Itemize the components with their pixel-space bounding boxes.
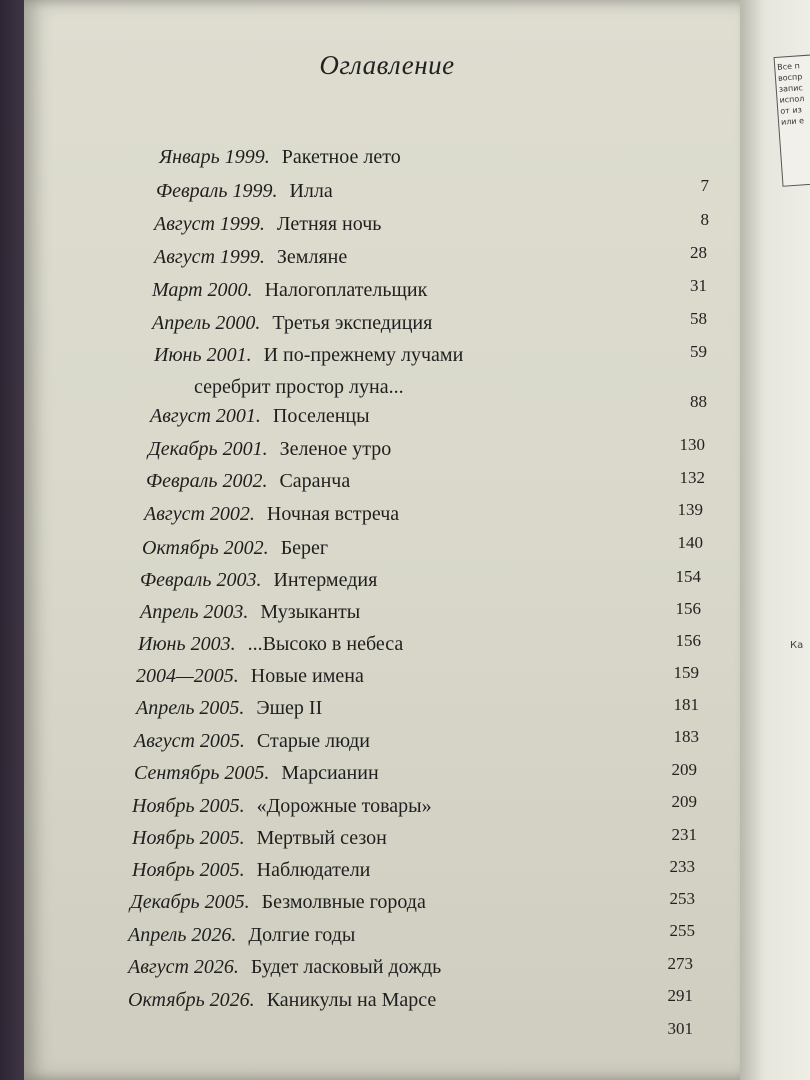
- toc-entry-title: Безмолвные города: [261, 891, 426, 913]
- toc-entry-page-number: 139: [677, 500, 703, 519]
- toc-entry-date: Декабрь 2005.: [130, 891, 250, 913]
- toc-entry-title: Зеленое утро: [279, 438, 392, 460]
- toc-entry-title: Третья экспедиция: [272, 312, 433, 334]
- toc-entry-title: Летняя ночь: [276, 213, 382, 235]
- toc-entry-title: Ракетное лето: [281, 146, 401, 168]
- toc-entry-page-number: 255: [669, 921, 695, 940]
- toc-entry-date: Июнь 2001.: [154, 344, 252, 366]
- toc-entry-title: И по-прежнему лучами: [263, 344, 464, 366]
- toc-entry-date: Февраль 2002.: [146, 470, 268, 492]
- toc-entry-title: «Дорожные товары»: [256, 795, 432, 817]
- toc-entry-date: 2004—2005.: [136, 665, 239, 687]
- toc-entry-page-number: 31: [690, 276, 707, 295]
- toc-entry-title: Долгие годы: [248, 924, 356, 946]
- toc-entry-page-number: 183: [673, 727, 699, 746]
- toc-entry-date: Август 2005.: [134, 730, 245, 752]
- toc-entry-date: Октябрь 2026.: [128, 989, 255, 1011]
- toc-entry-page-number: 7: [700, 176, 709, 195]
- table-of-contents: [24, 0, 750, 1080]
- toc-entry-date: Февраль 1999.: [156, 180, 278, 202]
- toc-entry-date: Март 2000.: [152, 279, 253, 301]
- toc-entry-date: Ноябрь 2005.: [132, 795, 245, 817]
- toc-entry-title: Интермедия: [273, 569, 378, 591]
- toc-entry-title: ...Высоко в небеса: [247, 633, 404, 655]
- toc-entry-page-number: 233: [669, 857, 695, 876]
- toc-entry-title: Будет ласковый дождь: [250, 956, 442, 978]
- toc-entry-title: Музыканты: [260, 601, 361, 623]
- toc-entry-date: Ноябрь 2005.: [132, 859, 245, 881]
- toc-entry-page-number: 154: [675, 567, 701, 586]
- toc-entry-page-number: 156: [675, 631, 701, 650]
- toc-entry-title: Поселенцы: [272, 405, 370, 427]
- toc-entry-date: Декабрь 2001.: [148, 438, 268, 460]
- toc-entry-page-number: 28: [690, 243, 707, 262]
- facing-page-text-fragment: Ка: [790, 640, 804, 651]
- toc-entry-date: Август 2026.: [128, 956, 239, 978]
- book-page: [24, 0, 750, 1080]
- toc-entry-title-continued: серебрит простор луна...: [194, 376, 404, 398]
- toc-entry-title: Земляне: [276, 246, 348, 268]
- toc-entry-page-number: 253: [669, 889, 695, 908]
- toc-entry-date: Январь 1999.: [159, 146, 270, 168]
- facing-page-edge: [740, 0, 810, 1080]
- toc-entry-page-number: 156: [675, 599, 701, 618]
- toc-entry-page-number: 209: [671, 792, 697, 811]
- toc-entry-page-number: 301: [667, 1019, 693, 1038]
- toc-entry-date: Ноябрь 2005.: [132, 827, 245, 849]
- toc-entry-title: Марсианин: [281, 762, 379, 784]
- toc-entry-date: Апрель 2005.: [136, 697, 245, 719]
- toc-entry-page-number: 8: [700, 210, 709, 229]
- toc-entry-page-number: 291: [667, 986, 693, 1005]
- toc-entry-date: Август 2001.: [150, 405, 261, 427]
- toc-entry-date: Август 1999.: [154, 246, 265, 268]
- toc-entry-title: Мертвый сезон: [256, 827, 387, 849]
- toc-entry-date: Июнь 2003.: [138, 633, 236, 655]
- toc-entry-title: Наблюдатели: [256, 859, 371, 881]
- copyright-notice-box: Все п воспр запис испол от из или е: [774, 53, 810, 187]
- toc-entry-title: Берег: [280, 537, 329, 559]
- toc-entry-page-number: 88: [690, 392, 707, 411]
- toc-entry-page-number: 132: [679, 468, 705, 487]
- toc-entry: [24, 344, 750, 411]
- toc-entry-page-number: 181: [673, 695, 699, 714]
- toc-entry: [24, 989, 750, 1038]
- toc-entry-title: Эшер II: [256, 697, 323, 719]
- page-title: Оглавление: [319, 50, 455, 80]
- toc-entry-page-number: 209: [671, 760, 697, 779]
- toc-entry-date: Апрель 2003.: [140, 601, 249, 623]
- toc-entry-page-number: 231: [671, 825, 697, 844]
- toc-entry-date: Октябрь 2002.: [142, 537, 269, 559]
- toc-entry-page-number: 59: [690, 342, 707, 361]
- toc-entry-date: Август 1999.: [154, 213, 265, 235]
- toc-entry-page-number: 130: [679, 435, 705, 454]
- toc-entry-date: Апрель 2000.: [152, 312, 261, 334]
- toc-entry-date: Апрель 2026.: [128, 924, 237, 946]
- toc-entry-date: Август 2002.: [144, 503, 255, 525]
- toc-entry-title: Илла: [289, 180, 333, 202]
- toc-entry-title: Ночная встреча: [266, 503, 400, 525]
- toc-entry-title: Саранча: [279, 470, 351, 492]
- toc-entry-page-number: 140: [677, 533, 703, 552]
- toc-entry-title: Налогоплательщик: [264, 279, 428, 301]
- toc-entry-page-number: 273: [667, 954, 693, 973]
- toc-entry-date: Сентябрь 2005.: [134, 762, 270, 784]
- toc-entry-page-number: 58: [690, 309, 707, 328]
- toc-entry-title: Новые имена: [250, 665, 364, 687]
- toc-entry-title: Старые люди: [256, 730, 370, 752]
- toc-entry-date: Февраль 2003.: [140, 569, 262, 591]
- toc-entry-page-number: 159: [673, 663, 699, 682]
- toc-entry-title: Каникулы на Марсе: [266, 989, 437, 1011]
